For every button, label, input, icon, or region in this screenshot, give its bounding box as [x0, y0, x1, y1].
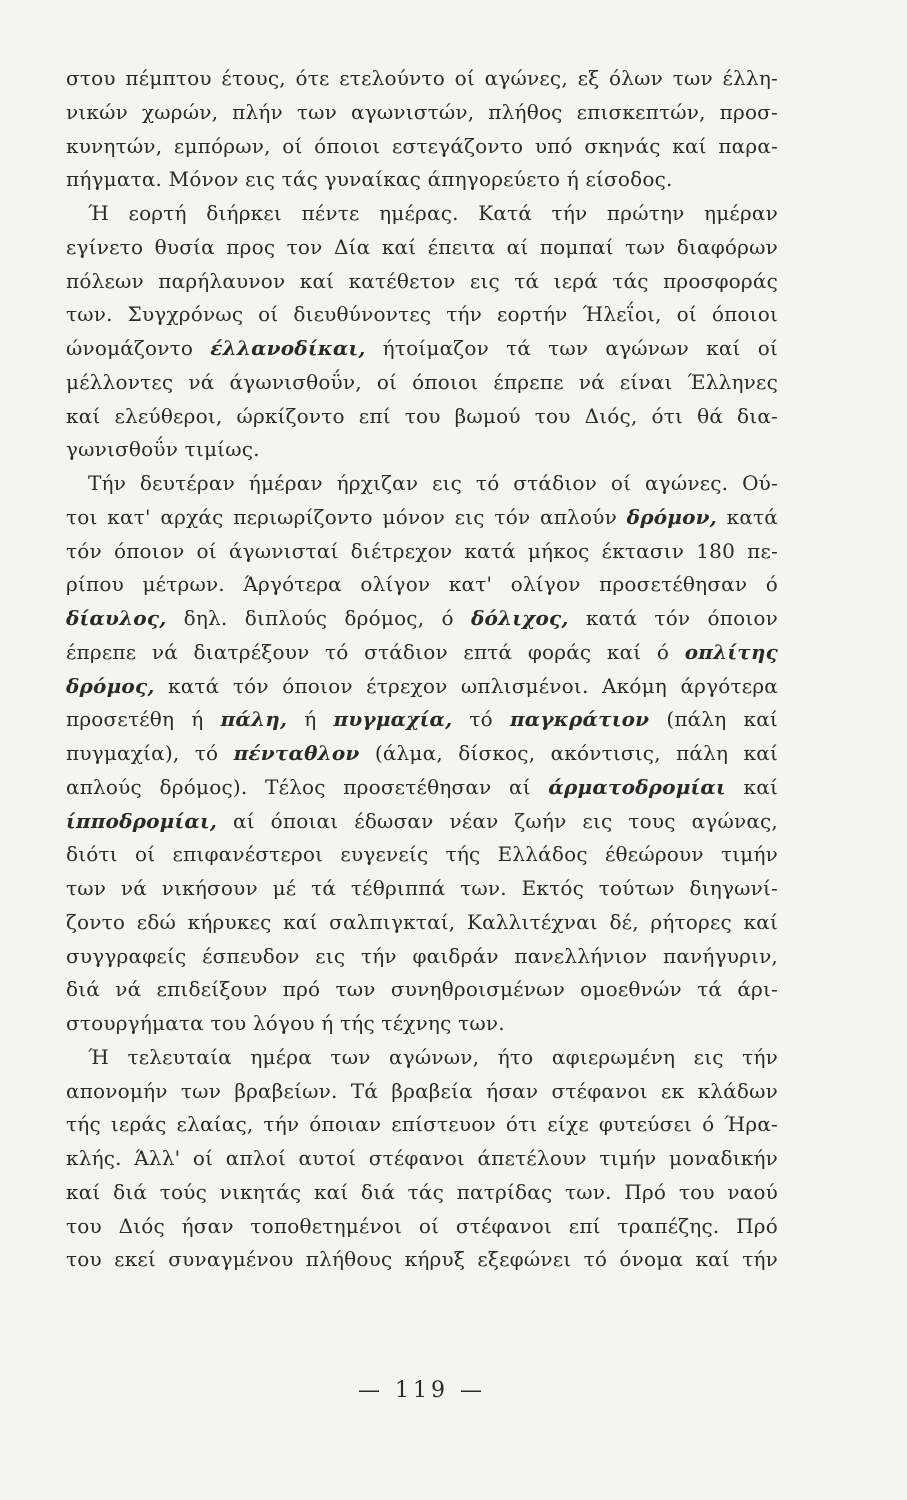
text-line — [66, 906, 778, 940]
text-run: απλούς δρόμος). Τέλος προσετέθησαν αί — [66, 774, 549, 799]
text-run: καί ελεύθεροι, ώρκίζοντο επί του βωμού του Διός, ότι θά δια- — [66, 403, 778, 428]
text-run: ρίπου μέτρων. Άργότερα ολίγον κατ' ολίγον προσετέθησαν ό — [66, 572, 778, 597]
text-run: νικών χωρών, πλήν των αγωνιστών, πλήθος επισκεπτών, προσ- — [66, 99, 778, 124]
body-text — [66, 62, 778, 1277]
text-line — [66, 1007, 778, 1041]
text-run: απονομήν των βραβείων. Τά βραβεία ήσαν στέφανοι εκ κλάδων — [66, 1078, 778, 1103]
text-run: Τήν δευτέραν ήμέραν ήρχιζαν εις τό στάδιον οί αγώνες. Ού- — [88, 471, 778, 495]
text-run: δηλ. διπλούς δρόμος, ό — [166, 606, 471, 630]
text-run: κατά — [716, 504, 778, 529]
text-run: κατά τόν όποιον έτρεχον ωπλισμένοι. Ακόμη άργότερα — [154, 673, 778, 698]
text-run: του Διός ήσαν τοποθετημένοι οί στέφανοι επί τραπέζης. Πρό — [66, 1213, 778, 1238]
text-line — [66, 872, 778, 906]
text-run: πυγμαχία), τό — [66, 741, 234, 765]
text-run: (άλμα, δίσκος, ακόντισις, πάλη καί — [359, 741, 778, 765]
text-line — [66, 62, 778, 96]
text-run: στου πέμπτου έτους, ότε ετελούντο οί αγώνες, εξ όλων των έλλη- — [66, 66, 778, 90]
text-run: κατά τόν όποιον — [568, 606, 778, 630]
emphasized-term: πυγμαχία, — [333, 707, 453, 732]
text-line — [66, 467, 778, 501]
text-run: των. Συγχρόνως οί διευθύνοντες τήν εορτήν Ήλεΐοι, οί όποιοι — [66, 302, 778, 327]
text-line — [66, 1075, 778, 1109]
text-run: ώνομάζοντο — [66, 336, 211, 360]
emphasized-term: δρόμος, — [66, 673, 155, 698]
text-run: (πάλη καί — [649, 707, 778, 732]
text-run: τό — [452, 707, 510, 732]
book-page — [66, 0, 778, 1500]
text-run: πήγματα. Μόνον εις τάς γυναίκας άπηγορεύετο ή είσοδος. — [66, 167, 673, 192]
text-run: ήτοίμαζον τά των αγώνων καί οί — [365, 336, 778, 360]
text-run: Ή τελευταία ημέρα των αγώνων, ήτο αφιερωμένη εις τήν — [88, 1044, 778, 1069]
emphasized-term: άρματοδρομίαι — [548, 774, 726, 799]
text-line — [66, 602, 778, 636]
text-line — [66, 535, 778, 569]
text-line — [66, 1176, 778, 1210]
text-run: έπρεπε νά διατρέξουν τό στάδιον επτά φοράς καί ό — [66, 639, 685, 664]
text-line — [66, 265, 778, 299]
text-line — [66, 703, 778, 737]
text-line — [66, 1243, 778, 1277]
text-run: των νά νικήσουν μέ τά τέθριππά των. Εκτός τούτων διηγωνί- — [66, 876, 778, 900]
text-run: τοι κατ' αρχάς περιωρίζοντο μόνον εις τόν απλούν — [66, 504, 627, 529]
text-run: διά νά επιδείξουν πρό των συνηθροισμένων ομοεθνών τά άρι- — [66, 977, 778, 1002]
text-run: στουργήματα του λόγου ή τής τέχνης των. — [66, 1011, 505, 1035]
text-line — [66, 298, 778, 332]
text-line — [66, 1210, 778, 1244]
text-run: γωνισθοΰν τιμίως. — [66, 437, 260, 462]
text-run: τόν όποιον οί άγωνισταί διέτρεχον κατά μήκος έκτασιν 180 πε- — [66, 538, 778, 563]
emphasized-term: παγκράτιον — [509, 707, 650, 732]
text-run: καί — [725, 774, 778, 799]
emphasized-term: έλλανοδίκαι, — [210, 336, 366, 360]
text-line — [66, 1142, 778, 1176]
text-line — [66, 771, 778, 805]
text-line — [66, 838, 778, 872]
text-run: κυνητών, εμπόρων, οί όποιοι εστεγάζοντο υπό σκηνάς καί παρα- — [66, 133, 778, 158]
text-line — [66, 400, 778, 434]
text-line — [66, 1108, 778, 1142]
text-line — [66, 973, 778, 1007]
text-line — [66, 433, 778, 467]
text-run: καί διά τούς νικητάς καί διά τάς πατρίδας των. Πρό του ναού — [66, 1179, 778, 1204]
text-line — [66, 332, 778, 366]
text-line — [66, 501, 778, 535]
text-run: του εκεί συναγμένου πλήθους κήρυξ εξεφώνει τό όνομα καί τήν — [66, 1247, 778, 1272]
text-line — [66, 130, 778, 164]
text-line — [66, 163, 778, 197]
emphasized-term: πένταθλον — [233, 741, 360, 765]
emphasized-term: δίαυλος, — [66, 606, 167, 630]
emphasized-term: δρόμον, — [626, 504, 717, 529]
text-run: πόλεων παρήλαυνον καί κατέθετον εις τά ιερά τάς προσφοράς — [66, 268, 778, 293]
text-line — [66, 96, 778, 130]
text-run: κλής. Άλλ' οί απλοί αυτοί στέφανοι άπετέλουν τιμήν μοναδικήν — [66, 1146, 778, 1170]
text-line — [66, 197, 778, 231]
text-line — [66, 940, 778, 974]
text-run: μέλλοντες νά άγωνισθοΰν, οί όποιοι έπρεπε νά είναι Έλληνες — [66, 369, 778, 394]
text-line — [66, 670, 778, 704]
text-line — [66, 366, 778, 400]
text-run: ή — [287, 707, 334, 732]
text-run: συγγραφείς έσπευδον εις τήν φαιδράν πανελλήνιον πανήγυριν, — [66, 943, 778, 968]
emphasized-term: ίπποδρομίαι, — [66, 808, 218, 833]
text-line — [66, 636, 778, 670]
emphasized-term: πάλη, — [220, 707, 288, 732]
text-line — [66, 1041, 778, 1075]
text-line — [66, 805, 778, 839]
text-run: ζοντο εδώ κήρυκες καί σαλπιγκταί, Καλλιτέχναι δέ, ρήτορες καί — [66, 909, 778, 934]
text-run: Ή εορτή διήρκει πέντε ημέρας. Κατά τήν πρώτην ημέραν — [88, 201, 778, 225]
text-run: διότι οί επιφανέστεροι ευγενείς τής Ελλάδος έθεώρουν τιμήν — [66, 842, 778, 867]
text-line — [66, 737, 778, 771]
text-line — [66, 231, 778, 265]
text-line — [66, 568, 778, 602]
text-run: τής ιεράς ελαίας, τήν όποιαν επίστευον ότι είχε φυτεύσει ό Ήρα- — [66, 1112, 778, 1137]
text-run: προσετέθη ή — [66, 707, 221, 732]
page-number: — 119 — — [358, 1378, 486, 1403]
emphasized-term: δόλιχος, — [470, 606, 569, 630]
text-run: εγίνετο θυσία προς τον Δία καί έπειτα αί πομπαί των διαφόρων — [66, 234, 778, 259]
emphasized-term: οπλίτης — [684, 639, 778, 664]
text-run: αί όποιαι έδωσαν νέαν ζωήν εις τους αγώνας, — [217, 808, 778, 833]
